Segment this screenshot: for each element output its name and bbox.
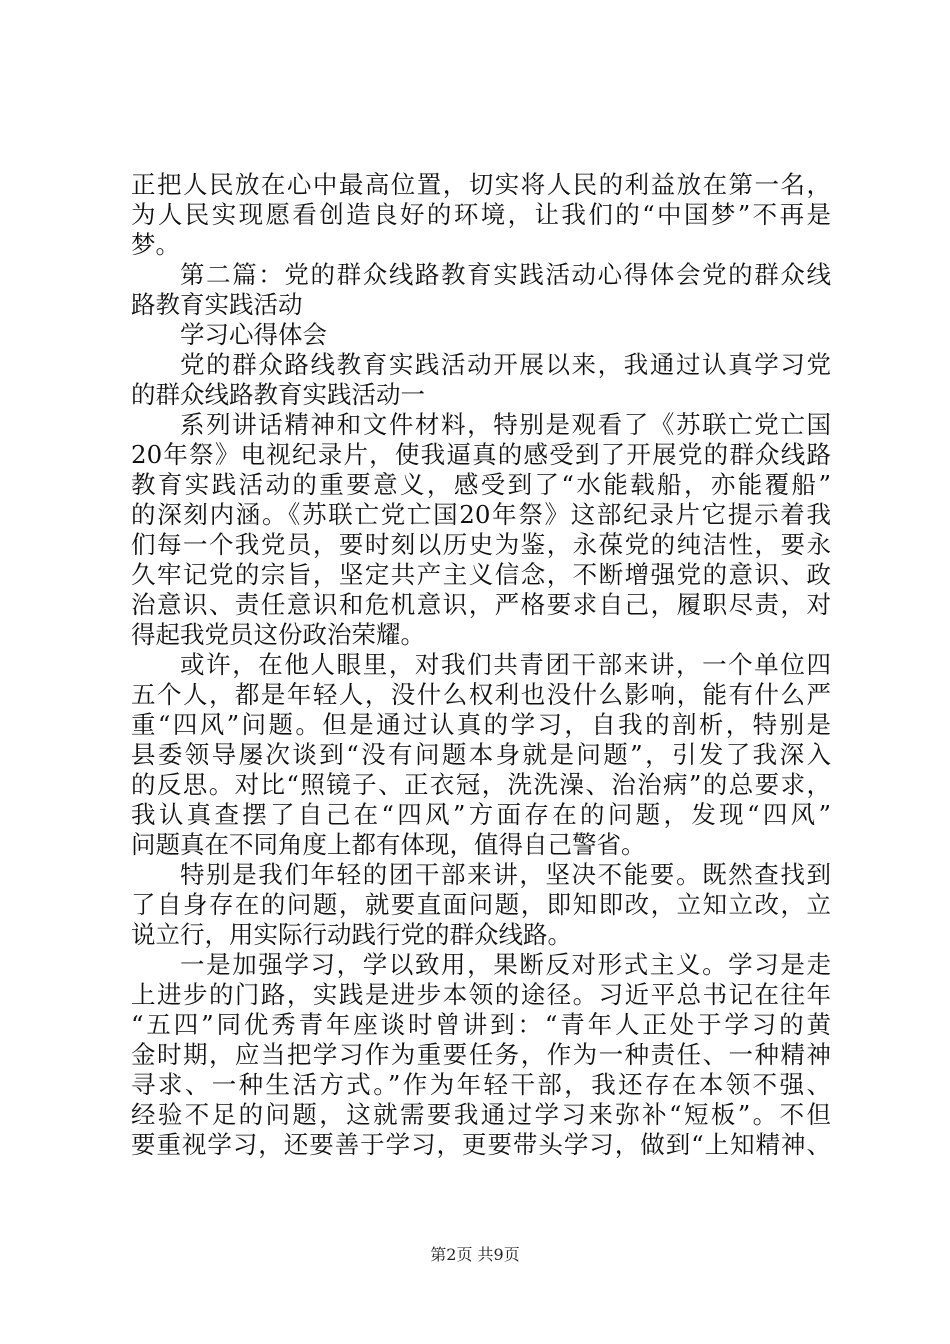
text-line: 问题真在不同角度上都有体现，值得自己警省。 bbox=[131, 830, 646, 859]
text-line: 的反思。对比“照镜子、正衣冠，洗洗澡、治治病”的总要求， bbox=[131, 770, 831, 799]
text-line: 久牢记党的宗旨，坚定共产主义信念，不断增强党的意识、政 bbox=[131, 560, 831, 589]
text-line: 教育实践活动的重要意义，感受到了“水能载船，亦能覆船” bbox=[131, 470, 831, 499]
text-line: 特别是我们年轻的团干部来讲，坚决不能要。既然查找到 bbox=[180, 860, 831, 889]
text-line: 梦。 bbox=[131, 230, 180, 259]
text-line: 寻求、一种生活方式。”作为年轻干部，我还存在本领不强、 bbox=[131, 1070, 831, 1099]
text-line: 正把人民放在心中最高位置，切实将人民的利益放在第一名， bbox=[131, 170, 831, 199]
text-line: 的深刻内涵。《苏联亡党亡国20年祭》这部纪录片它提示着我 bbox=[131, 500, 831, 529]
text-line: 经验不足的问题，这就需要我通过学习来弥补“短板”。不但 bbox=[131, 1100, 831, 1129]
text-line: 要重视学习，还要善于学习，更要带头学习，做到“上知精神、 bbox=[131, 1130, 831, 1159]
section-heading-line: 路教育实践活动 bbox=[131, 290, 303, 319]
text-line: “五四”同优秀青年座谈时曾讲到：“青年人正处于学习的黄 bbox=[131, 1010, 831, 1039]
text-line: 说立行，用实际行动践行党的群众线路。 bbox=[131, 920, 572, 949]
text-line: 20年祭》电视纪录片，使我逼真的感受到了开展党的群众线路 bbox=[131, 440, 831, 469]
text-line: 为人民实现愿看创造良好的环境，让我们的“中国梦”不再是 bbox=[131, 200, 831, 229]
text-line: 上进步的门路，实践是进步本领的途径。习近平总书记在往年 bbox=[131, 980, 831, 1009]
text-line: 我认真查摆了自己在“四风”方面存在的问题，发现“四风” bbox=[131, 800, 831, 829]
text-line: 系列讲话精神和文件材料，特别是观看了《苏联亡党亡国 bbox=[180, 410, 831, 439]
text-line: 得起我党员这份政治荣耀。 bbox=[131, 620, 425, 649]
page-number: 第2页 共9页 bbox=[430, 1245, 520, 1264]
text-line: 了自身存在的问题，就要直面问题，即知即改，立知立改，立 bbox=[131, 890, 831, 919]
text-line: 治意识、责任意识和危机意识，严格要求自己，履职尽责，对 bbox=[131, 590, 831, 619]
subheading-line: 学习心得体会 bbox=[180, 320, 327, 349]
text-line: 县委领导屡次谈到“没有问题本身就是问题”，引发了我深入 bbox=[131, 740, 831, 769]
text-line: 一是加强学习，学以致用，果断反对形式主义。学习是走 bbox=[180, 950, 831, 979]
text-line: 金时期，应当把学习作为重要任务，作为一种责任、一种精神 bbox=[131, 1040, 831, 1069]
text-line: 或许，在他人眼里，对我们共青团干部来讲，一个单位四 bbox=[180, 650, 831, 679]
text-line: 们每一个我党员，要时刻以历史为鉴，永葆党的纯洁性，要永 bbox=[131, 530, 831, 559]
text-line: 五个人，都是年轻人，没什么权利也没什么影响，能有什么严 bbox=[131, 680, 831, 709]
text-line: 的群众线路教育实践活动一 bbox=[131, 380, 425, 409]
text-line: 重“四风”问题。但是通过认真的学习，自我的剖析，特别是 bbox=[131, 710, 831, 739]
section-heading-line: 第二篇：党的群众线路教育实践活动心得体会党的群众线 bbox=[180, 260, 831, 289]
text-line: 党的群众路线教育实践活动开展以来，我通过认真学习党 bbox=[180, 350, 831, 379]
document-body bbox=[131, 170, 831, 1160]
